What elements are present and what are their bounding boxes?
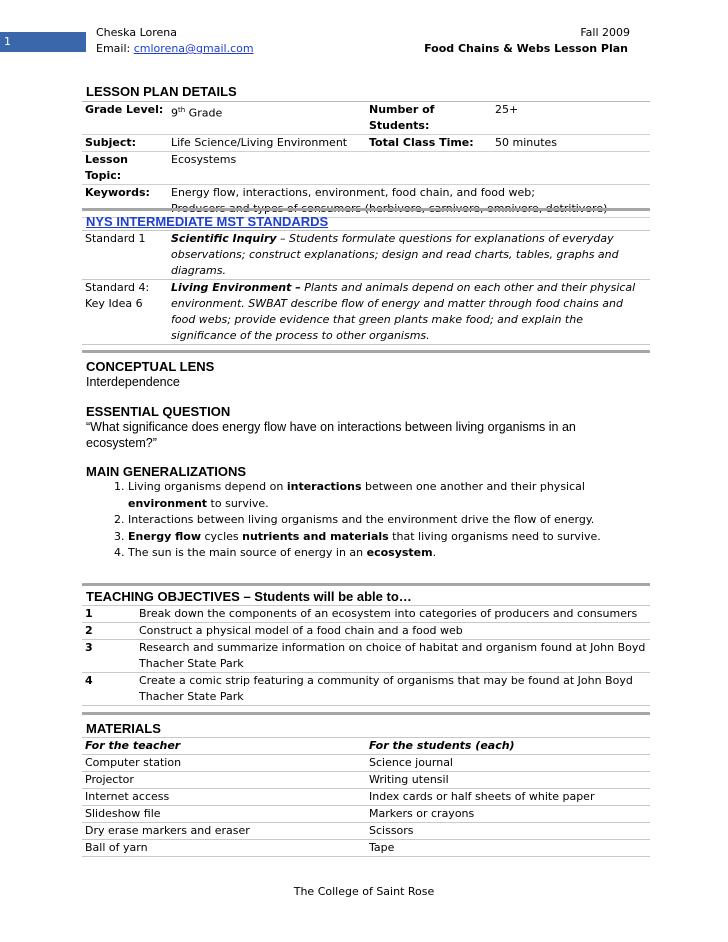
table-row: Slideshow file Markers or crayons xyxy=(82,806,650,823)
lesson-details-table xyxy=(82,102,650,218)
generalizations-list xyxy=(82,479,650,562)
students-label: Number of Students: xyxy=(369,103,435,132)
question-text: “What significance does energy flow have on interactions between living organisms in an ecosystem?” xyxy=(86,420,576,450)
grade-value: 9th Grade xyxy=(171,106,223,120)
standard-4-text: Living Environment – Plants and animals depend on each other and their physical environment. SWBAT describe flow of energy and matter through food chains and food webs; provide evidence that green plants make food; and explain the significance of the process to other organisms. xyxy=(168,280,650,345)
lens-section xyxy=(82,350,650,390)
question-section xyxy=(82,404,650,451)
materials-table xyxy=(82,737,650,857)
table-row: 1 Break down the components of an ecosystem into categories of producers and consumers xyxy=(82,606,650,623)
time-value: 50 minutes xyxy=(492,135,650,152)
objectives-table xyxy=(82,605,650,706)
list-item: 2. Interactions between living organisms and the environment drive the flow of energy. xyxy=(128,512,650,529)
list-item: 3. Energy flow cycles nutrients and materials that living organisms need to survive. xyxy=(128,529,650,546)
materials-section xyxy=(82,712,650,857)
email-label: Email: xyxy=(96,42,134,55)
email-link[interactable]: cmlorena@gmail.com xyxy=(133,42,254,55)
list-item: 1. Living organisms depend on interactions between one another and their physical environment to survive. xyxy=(128,479,650,512)
page-number: 1 xyxy=(0,32,86,52)
standards-section xyxy=(82,208,650,345)
objectives-section xyxy=(82,583,650,706)
list-item: 4. The sun is the main source of energy in an ecosystem. xyxy=(128,545,650,562)
table-row xyxy=(82,738,650,755)
table-row: Ball of yarn Tape xyxy=(82,840,650,857)
table-row: 2 Construct a physical model of a food chain and a food web xyxy=(82,623,650,640)
table-row: Computer station Science journal xyxy=(82,755,650,772)
table-row: Dry erase markers and eraser Scissors xyxy=(82,823,650,840)
keywords-label: Keywords: xyxy=(82,185,168,218)
students-header: For the students (each) xyxy=(366,738,650,755)
topic-label: Lesson Topic: xyxy=(82,152,168,185)
table-row: 4 Create a comic strip featuring a community of organisms that may be found at John Boyd Thacher State Park xyxy=(82,673,650,706)
subject-label: Subject: xyxy=(82,135,168,152)
time-label: Total Class Time: xyxy=(366,135,492,152)
subject-value: Life Science/Living Environment xyxy=(168,135,366,152)
teacher-header: For the teacher xyxy=(82,738,366,755)
students-value: 25+ xyxy=(495,103,519,116)
objectives-title: TEACHING OBJECTIVES – Students will be able to… xyxy=(86,589,412,604)
lesson-details-title: LESSON PLAN DETAILS xyxy=(86,84,237,99)
keywords-value: Energy flow, interactions, environment, food chain, and food web; xyxy=(168,185,650,218)
lens-value: Interdependence xyxy=(86,375,180,389)
email-line xyxy=(96,42,254,55)
lens-title: CONCEPTUAL LENS xyxy=(86,359,215,374)
table-row: 3 Research and summarize information on choice of habitat and organism found at John Boyd Thacher State Park xyxy=(82,640,650,673)
table-row: Projector Writing utensil xyxy=(82,772,650,789)
standards-title: NYS INTERMEDIATE MST STANDARDS xyxy=(86,214,329,229)
standard-4-label: Standard 4: Key Idea 6 xyxy=(82,280,168,345)
generalizations-title: MAIN GENERALIZATIONS xyxy=(86,464,247,479)
author-name: Cheska Lorena xyxy=(96,26,177,39)
topic-value: Ecosystems xyxy=(168,152,650,185)
standard-1-text: Scientific Inquiry – Students formulate questions for explanations of everyday observations; construct explanations; design and read charts, tables, graphs and diagrams. xyxy=(168,231,650,280)
footer: The College of Saint Rose xyxy=(293,885,435,898)
standard-1-label: Standard 1 xyxy=(82,231,168,280)
term-label: Fall 2009 xyxy=(580,26,630,39)
generalizations-section xyxy=(82,464,650,562)
question-title: ESSENTIAL QUESTION xyxy=(86,404,231,419)
materials-title: MATERIALS xyxy=(86,721,161,736)
standards-table xyxy=(82,230,650,345)
grade-label: Grade Level: xyxy=(85,103,164,116)
lesson-details-section xyxy=(82,84,650,218)
doc-title: Food Chains & Webs Lesson Plan xyxy=(424,42,628,55)
table-row: Internet access Index cards or half sheets of white paper xyxy=(82,789,650,806)
